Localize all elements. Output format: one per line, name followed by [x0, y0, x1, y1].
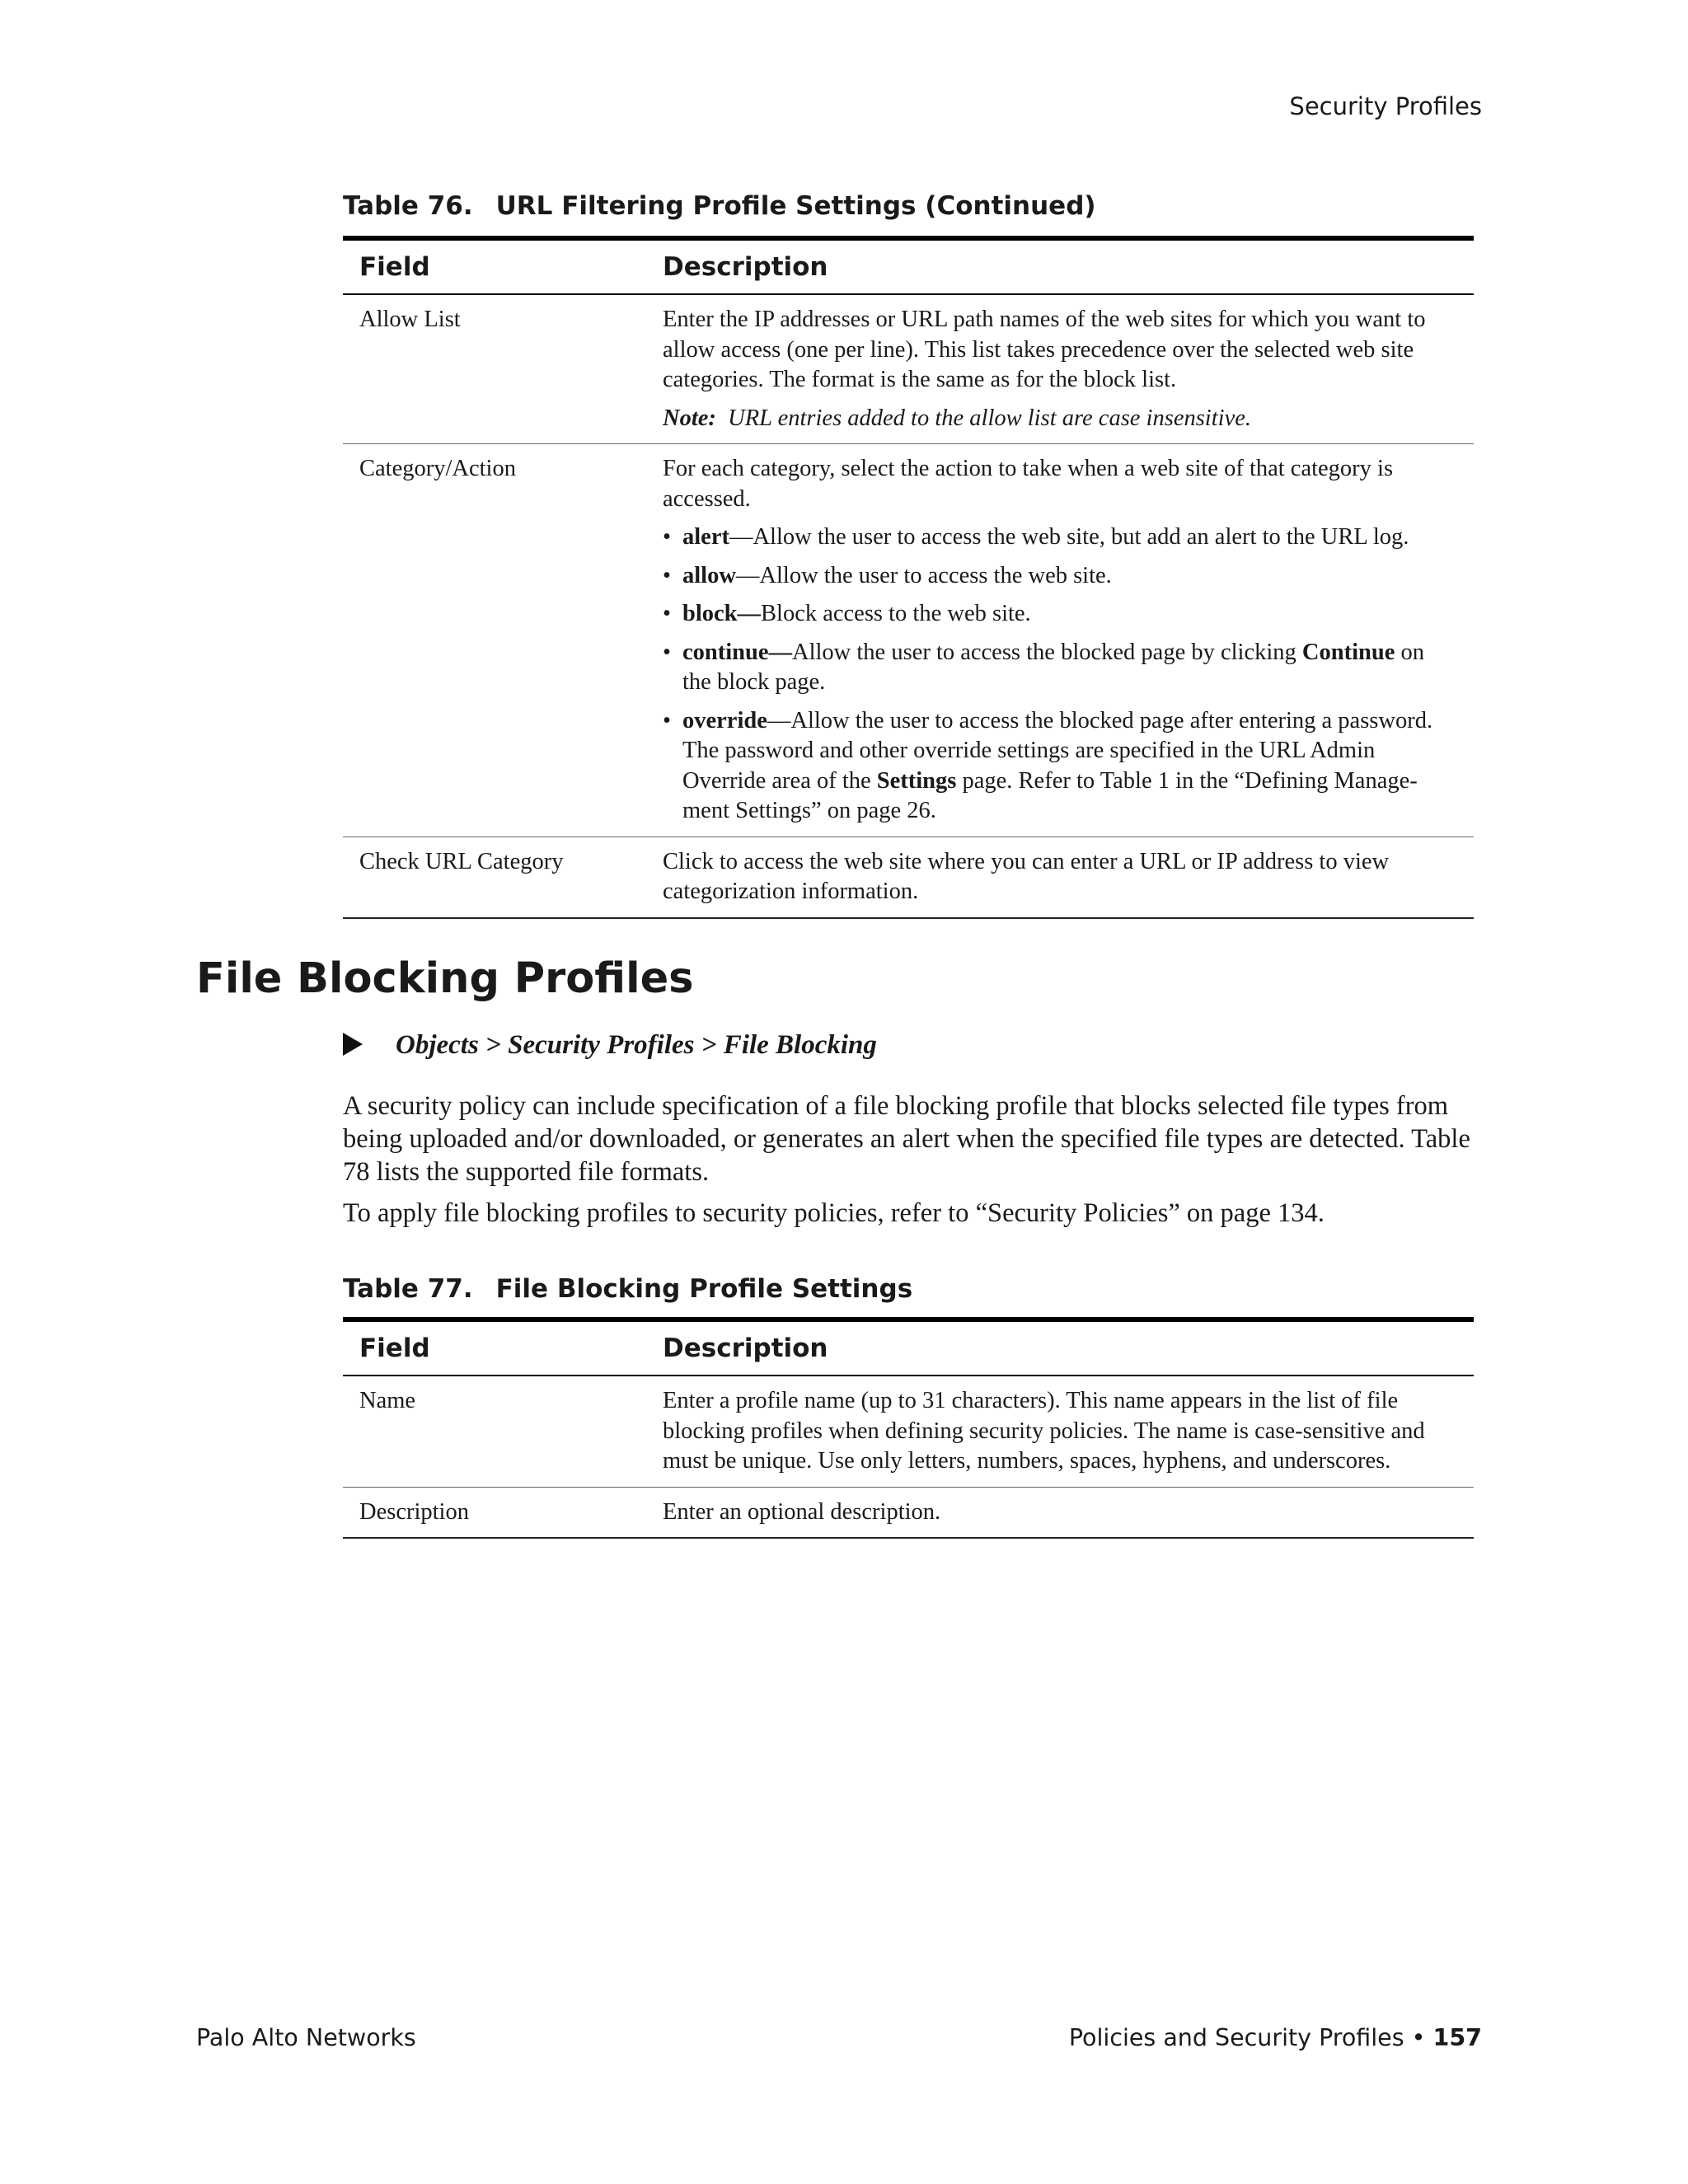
action-text: Block access to the web site.	[761, 601, 1031, 626]
action-term: block—	[682, 601, 762, 626]
table-76-number: Table 76.	[343, 191, 473, 221]
action-text: on the block page.	[682, 639, 1424, 695]
field-cell: Allow List	[343, 294, 646, 444]
footer-separator: •	[1404, 2024, 1433, 2051]
action-text: Allow the user to access the blocked page by clicking	[792, 639, 1302, 665]
bullet-icon: •	[663, 707, 671, 733]
column-header-field: Field	[343, 238, 646, 294]
list-item	[663, 599, 1457, 630]
action-term: continue—	[682, 639, 793, 665]
description-cell	[646, 294, 1474, 444]
field-cell: Check URL Category	[343, 837, 646, 918]
section-heading: File Blocking Profiles	[196, 954, 694, 1003]
action-bold: Continue	[1301, 639, 1395, 665]
action-bold: Settings	[876, 767, 957, 794]
bullet-icon: •	[663, 639, 671, 665]
footer-company: Palo Alto Networks	[196, 2024, 416, 2051]
table-77-caption	[343, 1274, 912, 1304]
table-77-number: Table 77.	[343, 1274, 473, 1304]
footer-chapter: Policies and Security Profiles	[1068, 2024, 1404, 2051]
table-row	[343, 444, 1474, 837]
bullet-icon: •	[663, 524, 671, 550]
action-text: —Allow the user to access the blocked page after entering a password. The password and other override settings are specified in the URL Admin Override area of the	[682, 707, 1433, 794]
note-text: URL entries added to the allow list are case insensitive.	[728, 405, 1251, 431]
list-item	[663, 523, 1457, 553]
table-77	[343, 1317, 1474, 1539]
table-76-title: URL Filtering Profile Settings (Continued)	[495, 191, 1096, 221]
table-77-title: File Blocking Profile Settings	[495, 1274, 913, 1304]
action-term: allow	[682, 562, 736, 588]
footer-page-info	[1069, 2024, 1482, 2051]
description-text: For each category, select the action to take when a web site of that category is accessed.	[663, 456, 1394, 512]
nav-path	[343, 1030, 877, 1061]
body-paragraph: A security policy can include specification of a file blocking profile that blocks selected file types from being uploaded and/or downloaded, or generates an alert when the specified file types are detected. Table 78 lists the supported file formats.	[343, 1091, 1470, 1187]
description-cell: Enter an optional description.	[646, 1487, 1474, 1538]
list-item	[663, 706, 1457, 827]
action-text: page. Refer to Table 1 in the “Defining Manage-ment Settings” on page 26.	[682, 767, 1418, 823]
table-76-caption	[343, 191, 1096, 221]
nav-path-text: Objects > Security Profiles > File Blocking	[396, 1030, 877, 1060]
table-header-row	[343, 1319, 1474, 1376]
description-cell: Click to access the web site where you can enter a URL or IP address to view categorization information.	[646, 837, 1474, 918]
bullet-icon: •	[663, 562, 671, 588]
description-text: Enter the IP addresses or URL path names of the web sites for which you want to allow access (one per line). This list takes precedence over the selected web site categories. The format is the same as for the block list.	[663, 307, 1426, 392]
body-paragraph: To apply file blocking profiles to security policies, refer to “Security Policies” on page 134.	[343, 1198, 1325, 1228]
action-text: —Allow the user to access the web site, but add an alert to the URL log.	[729, 524, 1409, 550]
field-cell: Category/Action	[343, 444, 646, 837]
action-text: —Allow the user to access the web site.	[735, 562, 1112, 588]
table-row	[343, 1487, 1474, 1538]
running-header: Security Profiles	[1289, 92, 1482, 120]
table-row	[343, 294, 1474, 444]
action-term: alert	[682, 524, 729, 550]
list-item	[663, 561, 1457, 592]
column-header-description: Description	[646, 1319, 1474, 1376]
action-list	[663, 523, 1457, 827]
description-cell: Enter a profile name (up to 31 characters). This name appears in the list of file blocking profiles when defining security policies. The name is case-sensitive and must be unique. Use only letters, numbers, spaces, hyphens, and underscores.	[646, 1376, 1474, 1487]
bullet-icon: •	[663, 601, 671, 626]
action-term: override	[682, 707, 767, 733]
table-row	[343, 837, 1474, 918]
table-row	[343, 1376, 1474, 1487]
page-number: 157	[1432, 2024, 1482, 2051]
note-label: Note:	[663, 405, 716, 431]
column-header-description: Description	[646, 238, 1474, 294]
play-arrow-icon	[343, 1033, 363, 1056]
list-item	[663, 638, 1457, 698]
table-76	[343, 236, 1474, 919]
field-cell: Description	[343, 1487, 646, 1538]
description-cell	[646, 444, 1474, 837]
column-header-field: Field	[343, 1319, 646, 1376]
table-header-row	[343, 238, 1474, 294]
note	[663, 404, 1457, 434]
field-cell: Name	[343, 1376, 646, 1487]
